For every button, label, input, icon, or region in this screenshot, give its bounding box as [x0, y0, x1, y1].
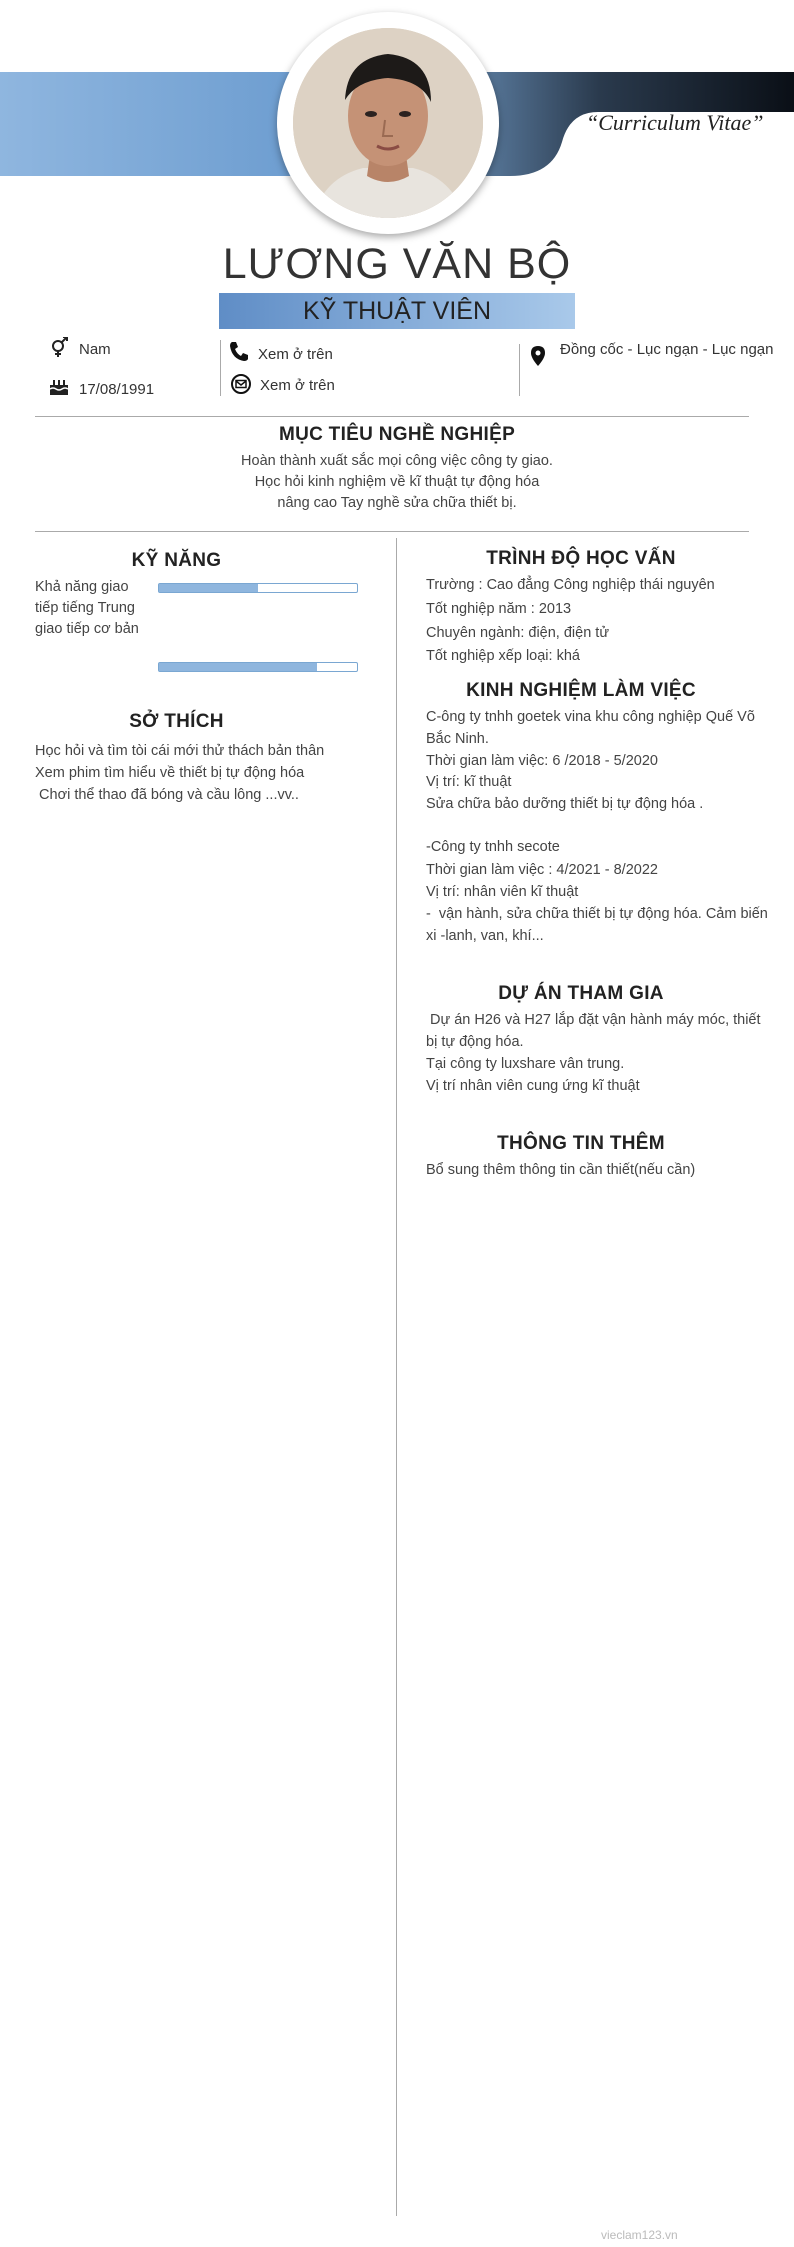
experience-line: Bắc Ninh.	[426, 731, 489, 747]
experience-line: Sửa chữa bảo dưỡng thiết bị tự động hóa .	[426, 796, 704, 812]
skill-level-bar	[158, 662, 358, 672]
experience-line: -Công ty tnhh secote	[426, 839, 560, 855]
job-title: KỸ THUẬT VIÊN	[219, 293, 575, 329]
experience-line: C-ông ty tnhh goetek vina khu công nghiệp Quế Võ	[426, 709, 755, 725]
skill-label: tiếp tiếng Trung	[35, 600, 135, 616]
address-value: Đồng cốc - Lục ngạn - Lục ngạn	[560, 341, 774, 358]
birthday-value: 17/08/1991	[79, 381, 155, 398]
avatar	[293, 28, 483, 218]
experience-heading: KINH NGHIỆM LÀM VIỆC	[466, 680, 696, 701]
project-line: Tại công ty luxshare vân trung.	[426, 1056, 625, 1072]
projects-heading: DỰ ÁN THAM GIA	[498, 983, 664, 1004]
education-line: Chuyên ngành: điện, điện tử	[426, 625, 610, 641]
education-line: Tốt nghiệp năm : 2013	[426, 601, 572, 617]
experience-line: Thời gian làm việc : 4/2021 - 8/2022	[426, 862, 658, 878]
location-pin-icon	[527, 345, 549, 367]
birthday-cake-icon	[48, 375, 70, 397]
experience-line: Thời gian làm việc: 6 /2018 - 5/2020	[426, 753, 658, 769]
avatar-portrait	[293, 28, 483, 218]
hobby-line: Xem phim tìm hiểu về thiết bị tự động hóa	[35, 765, 305, 781]
experience-line: Vị trí: nhân viên kĩ thuật	[426, 884, 579, 900]
skills-heading: KỸ NĂNG	[131, 550, 222, 571]
experience-line: - vận hành, sửa chữa thiết bị tự động hóa. Cảm biến	[426, 906, 768, 922]
email-icon	[230, 373, 252, 395]
column-divider	[396, 538, 397, 2216]
skill-label: Khả năng giao	[35, 579, 129, 595]
experience-line: Vị trí: kĩ thuật	[426, 774, 512, 790]
candidate-name: LƯƠNG VĂN BỘ	[222, 240, 572, 288]
objective-heading: MỤC TIÊU NGHỀ NGHIỆP	[278, 424, 516, 445]
phone-icon	[228, 340, 250, 362]
contact-divider-2	[519, 344, 520, 396]
objective-line: Hoàn thành xuất sắc mọi công việc công ty giao.	[241, 453, 553, 469]
divider-top	[35, 416, 749, 417]
project-line: Dự án H26 và H27 lắp đặt vận hành máy móc, thiết	[426, 1012, 761, 1028]
phone-value: Xem ở trên	[258, 346, 333, 363]
header-banner-left	[0, 72, 300, 176]
hobby-line: Chơi thể thao đã bóng và cầu lông ...vv..	[35, 787, 299, 803]
gender-value: Nam	[79, 341, 111, 358]
divider-middle	[35, 531, 749, 532]
extra-info-heading: THÔNG TIN THÊM	[497, 1133, 665, 1154]
education-line: Tốt nghiệp xếp loại: khá	[426, 648, 580, 664]
contact-divider	[220, 340, 221, 396]
education-line: Trường : Cao đẳng Công nghiệp thái nguyên	[426, 577, 715, 593]
skill-label: giao tiếp cơ bản	[35, 621, 139, 637]
skill-level-fill	[159, 663, 317, 671]
email-value: Xem ở trên	[260, 377, 335, 394]
experience-line: xi -lanh, van, khí...	[426, 928, 544, 944]
project-line: bị tự động hóa.	[426, 1034, 524, 1050]
objective-line: Học hỏi kinh nghiệm về kĩ thuật tự động hóa	[254, 474, 540, 490]
extra-info-line: Bổ sung thêm thông tin cần thiết(nếu cần)	[426, 1162, 696, 1178]
hobby-line: Học hỏi và tìm tòi cái mới thử thách bản thân	[35, 743, 325, 759]
gender-icon	[48, 337, 70, 359]
education-heading: TRÌNH ĐỘ HỌC VẤN	[486, 548, 676, 569]
skill-level-bar	[158, 583, 358, 593]
hobbies-heading: SỞ THÍCH	[129, 711, 224, 732]
skill-level-fill	[159, 584, 258, 592]
footer-brand: vieclam123.vn	[601, 2228, 678, 2242]
objective-line: nâng cao Tay nghề sửa chữa thiết bị.	[277, 495, 517, 511]
cv-title: “Curriculum Vitae”	[586, 110, 764, 135]
project-line: Vị trí nhân viên cung ứng kĩ thuật	[426, 1078, 640, 1094]
